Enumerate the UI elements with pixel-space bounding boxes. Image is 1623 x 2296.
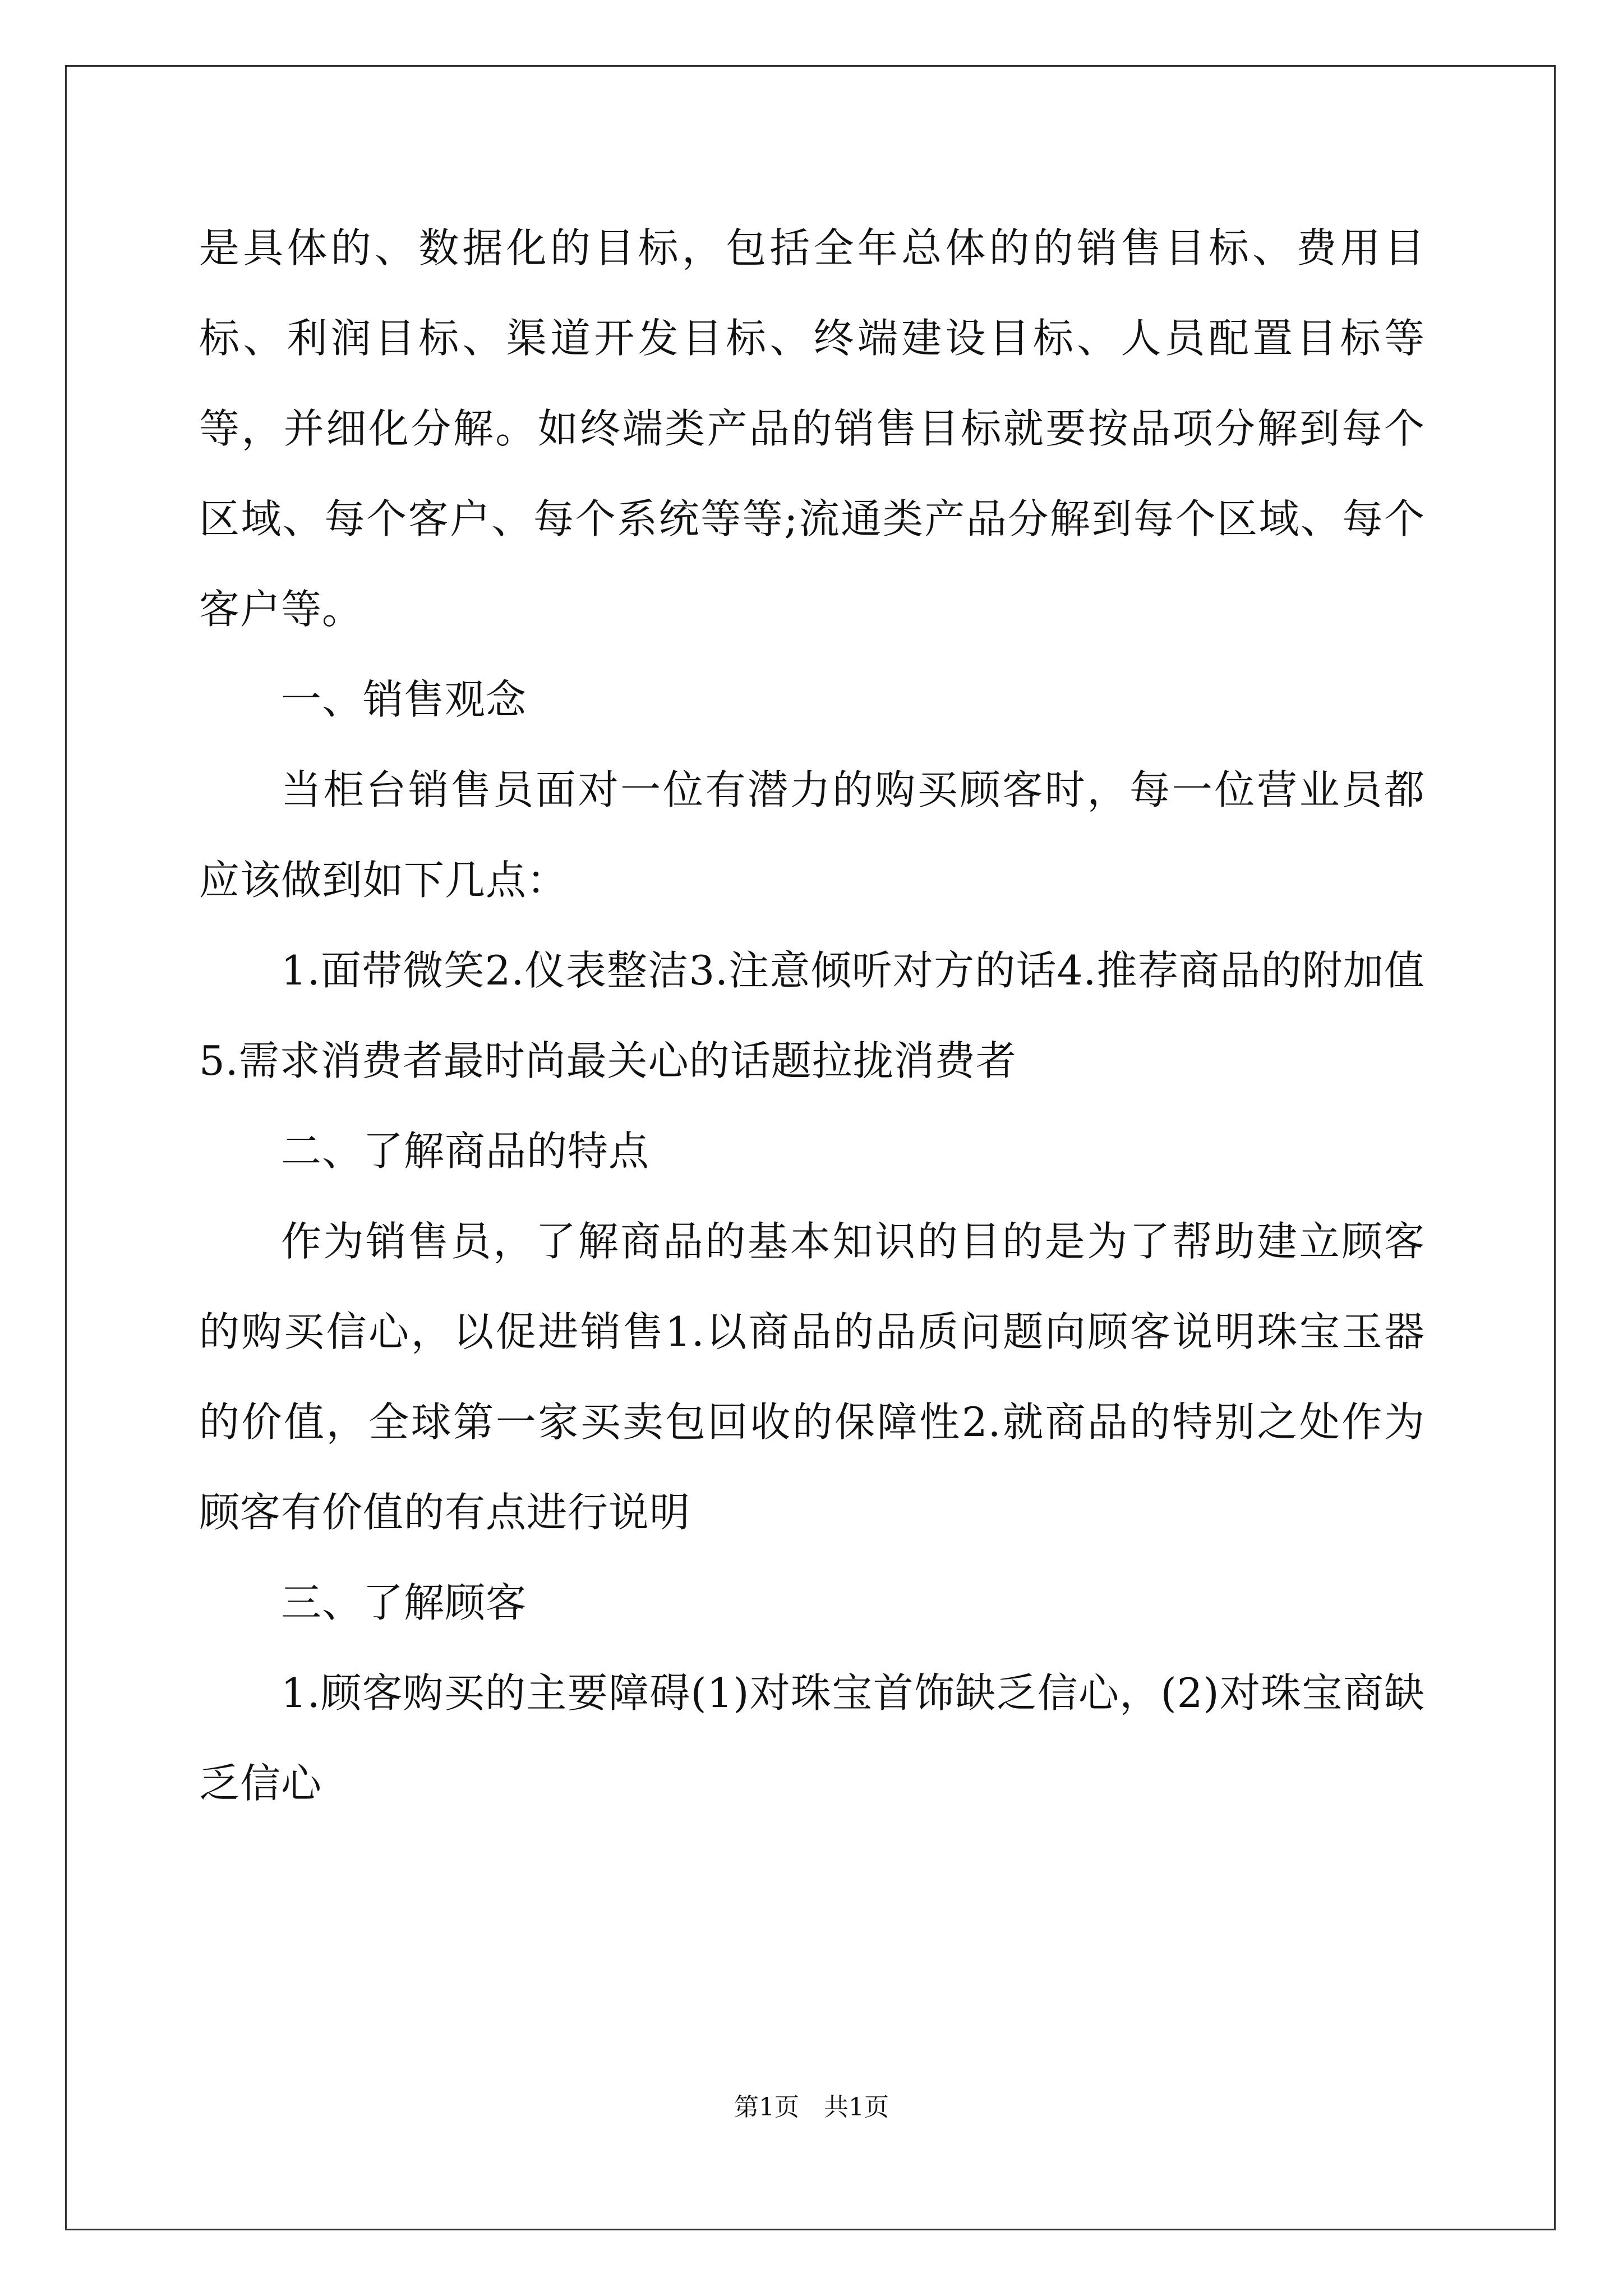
paragraph-intro: 是具体的、数据化的目标，包括全年总体的的销售目标、费用目标、利润目标、渠道开发目标、终端建设目标、人员配置目标等等，并细化分解。如终端类产品的销售目标就要按品项分解到每个区域、每个客户、每个系统等等;流通类产品分解到每个区域、每个客户等。 — [199, 224, 1425, 633]
document-body — [199, 203, 1425, 1829]
paragraph-customer-obstacles: 1.顾客购买的主要障碍(1)对珠宝首饰缺乏信心，(2)对珠宝商缺乏信心 — [199, 1669, 1425, 1807]
heading-know-customer: 三、了解顾客 — [281, 1579, 527, 1626]
paragraph-sales-points: 1.面带微笑2.仪表整洁3.注意倾听对方的话4.推荐商品的附加值5.需求消费者最时尚最关心的话题拉拢消费者 — [199, 947, 1425, 1084]
heading-product-features: 二、了解商品的特点 — [281, 1128, 650, 1175]
paragraph-counter-sales: 当柜台销售员面对一位有潜力的购买顾客时，每一位营业员都应该做到如下几点： — [199, 766, 1425, 904]
paragraph-product-knowledge: 作为销售员，了解商品的基本知识的目的是为了帮助建立顾客的购买信心，以促进销售1.以商品的品质问题向顾客说明珠宝玉器的价值，全球第一家买卖包回收的保障性2.就商品的特别之处作为顾客有价值的有点进行说明 — [199, 1218, 1425, 1536]
heading-sales-concept: 一、销售观念 — [281, 676, 527, 723]
page-number-footer: 第1页 共1页 — [734, 2093, 889, 2122]
